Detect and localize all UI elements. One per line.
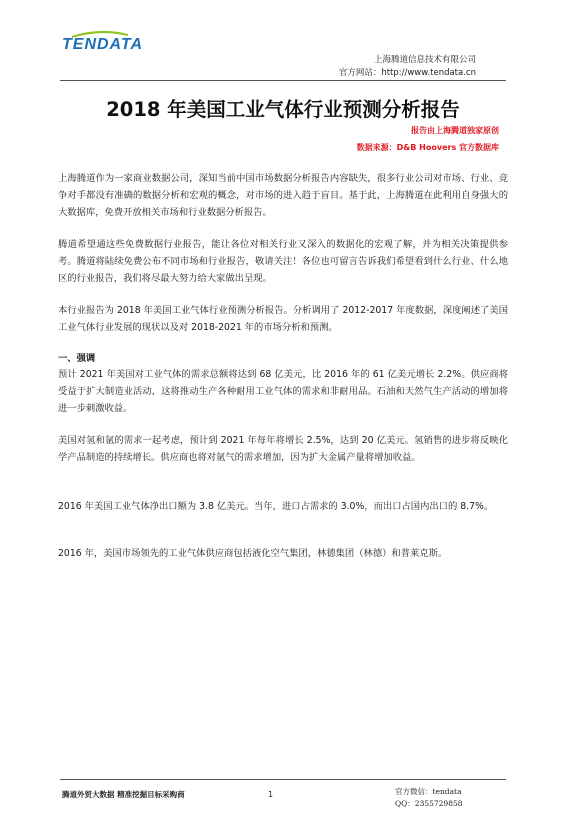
hydrogen-argon-paragraph: 美国对氢和氩的需求一起考虑，预计到 2021 年每年将增长 2.5%，达到 20 亿美元。氢销售的进步将反映化学产品制造的持续增长。供应商也将对氩气的需求增加，因为扩大金属产量将增加收益。: [58, 435, 508, 463]
tendata-logo: [62, 30, 142, 56]
footer-wechat: 官方微信：tendata: [395, 787, 462, 796]
scope-paragraph: 本行业报告为 2018 年美国工业气体行业预测分析报告。分析调用了 2012-2017 年度数据，深度阐述了美国工业气体行业发展的现状以及对 2018-2021 年的市场分析和预测。: [58, 305, 508, 333]
report-title: 2018 年美国工业气体行业预测分析报告: [106, 98, 460, 121]
demand-paragraph: 预计 2021 年美国对工业气体的需求总额将达到 68 亿美元，比 2016 年的 61 亿美元增长 2.2%。供应商将受益于扩大制造业活动，这将推动生产各种耐用工业气体的需求和非耐用品。石油和天然气生产活动的增加将进一步刺激收益。: [58, 369, 508, 414]
logo-text: TENDATA: [62, 36, 144, 53]
source-note-database: 数据来源：D&B Hoovers 官方数据库: [356, 143, 499, 152]
header-divider: [60, 80, 506, 81]
source-note-original: 报告由上海腾道独家原创: [411, 126, 499, 135]
trade-paragraph: 2016 年美国工业气体净出口额为 3.8 亿美元。当年，进口占需求的 3.0%，而出口占国内出口的 8.7%。: [58, 501, 494, 512]
suppliers-paragraph: 2016 年，美国市场领先的工业气体供应商包括液化空气集团，林德集团（林德）和普莱克斯。: [58, 548, 448, 559]
company-website: 官方网站：http://www.tendata.cn: [338, 68, 476, 78]
company-name: 上海腾道信息技术有限公司: [373, 55, 476, 65]
intro-paragraph: 上海腾道作为一家商业数据公司，深知当前中国市场数据分析报告内容缺失，很多行业公司对市场、行业、竞争对手都没有准确的数据分析和宏观的概念，对市场的进入趋于盲目。基于此，上海腾道在此利用自身强大的大数据库，免费开放相关市场和行业数据分析报告。: [58, 173, 508, 218]
footer-slogan: 腾道外贸大数据 精准挖掘目标采购商: [62, 790, 185, 799]
section-heading: 一、强调: [58, 353, 96, 364]
footer-divider: [60, 779, 506, 780]
footer-qq: QQ：2355729858: [395, 799, 463, 808]
page-number: 1: [268, 790, 274, 799]
hope-paragraph: 腾道希望通这些免费数据行业报告，能让各位对相关行业又深入的数据化的宏观了解，并为相关决策提供参考。腾道将陆续免费公布不同市场和行业报告，敬请关注！各位也可留言告诉我们希望看到什么行业、什么地区的行业报告，我们将尽最大努力给大家做出呈现。: [58, 239, 508, 284]
